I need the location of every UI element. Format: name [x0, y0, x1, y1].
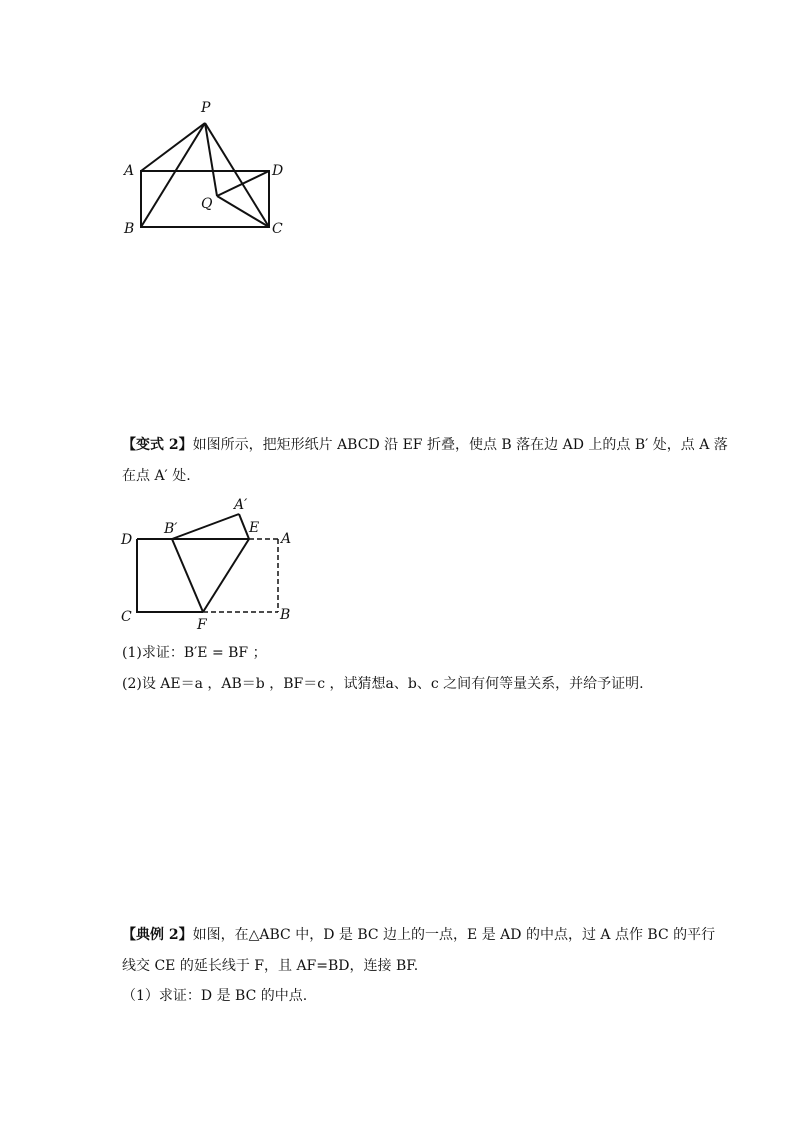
variant2-line2: 在点 A′ 处. [122, 468, 191, 484]
figure-pyramid-diagram [110, 95, 310, 245]
example2-tag: 【典例 2】 [122, 927, 193, 943]
variant2-line1 [122, 435, 728, 455]
label-b-prime: B′ [164, 521, 178, 537]
label-d: D [272, 163, 284, 179]
example2-line2: 线交 CE 的延长线于 F，且 AF=BD，连接 BF. [122, 958, 419, 974]
edge-qd [217, 171, 269, 196]
example2-question1: （1）求证：D 是 BC 的中点. [122, 988, 308, 1004]
label-a2: A [281, 531, 292, 547]
label-e: E [249, 520, 260, 536]
label-c: C [272, 221, 283, 237]
variant2-question1: (1)求证：B′E = BF ； [122, 645, 267, 661]
figure-fold-diagram [110, 490, 310, 635]
label-b: B [124, 221, 135, 237]
segment-b1f [172, 539, 203, 612]
label-d2: D [121, 532, 133, 548]
label-c2: C [121, 609, 132, 625]
label-q: Q [201, 196, 213, 212]
variant2-tag: 【变式 2】 [122, 437, 193, 453]
rectangle-left-part [137, 539, 203, 612]
segment-ef [203, 539, 249, 612]
label-b2: B [280, 607, 291, 623]
label-p: P [201, 100, 211, 116]
segment-a1e [239, 514, 249, 539]
example2-line1 [122, 925, 715, 945]
variant2-question2: (2)设 AE＝a ，AB＝b ，BF＝c ，试猜想a、b、c 之间有何等量关系，并给予证明. [122, 676, 644, 692]
edge-pb [141, 123, 205, 227]
example2-text1: 如图，在△ABC 中，D 是 BC 边上的一点，E 是 AD 的中点，过 A 点作 BC 的平行 [192, 927, 716, 943]
variant2-text1: 如图所示，把矩形纸片 ABCD 沿 EF 折叠，使点 B 落在边 AD 上的点 B′ 处，点 A 落 [192, 437, 728, 453]
edge-pa [141, 123, 205, 171]
segment-b1a1 [172, 514, 239, 539]
edge-qc [217, 196, 269, 227]
label-a-prime: A′ [234, 497, 248, 513]
label-a: A [124, 163, 135, 179]
label-f: F [197, 617, 207, 633]
